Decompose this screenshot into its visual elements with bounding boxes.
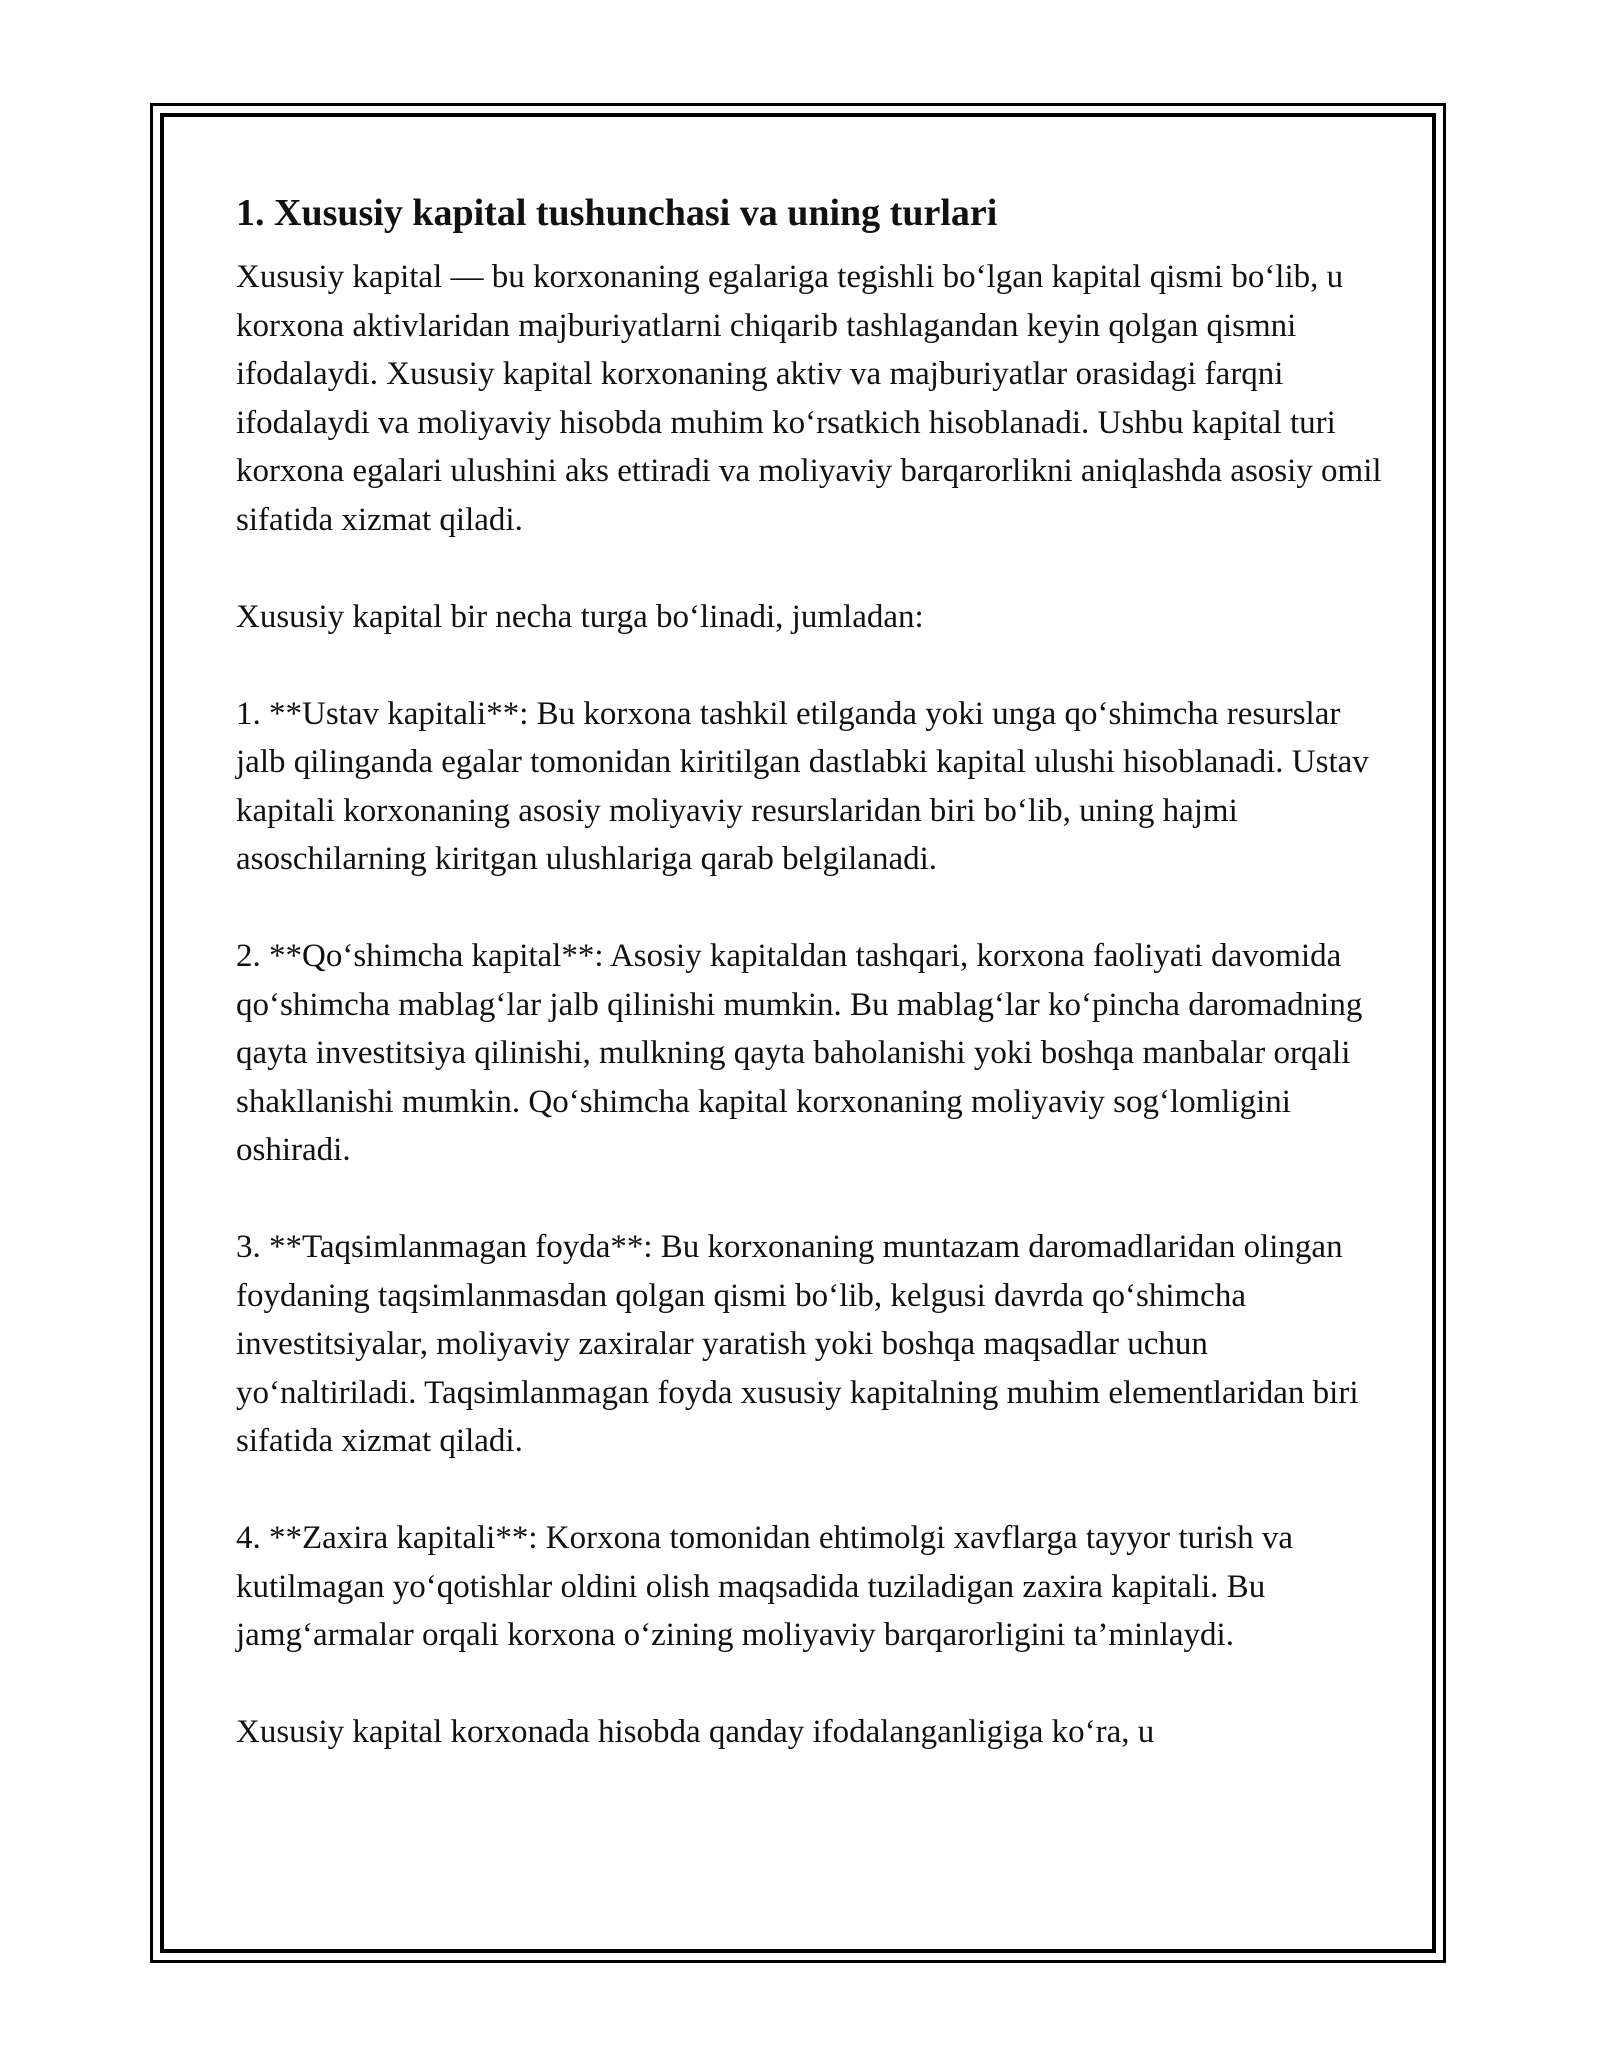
document-body bbox=[236, 185, 1386, 1757]
section-heading: 1. Xususiy kapital tushunchasi va uning turlari bbox=[236, 192, 998, 234]
paragraph-definition: Xususiy kapital — bu korxonaning egalariga tegishli bo‘lgan kapital qismi bo‘lib, u korxona aktivlaridan majburiyatlarni chiqarib tashlagandan keyin qolgan qismni ifodalaydi. Xususiy kapital korxonaning aktiv va majburiyatlar orasidagi farqni ifodalaydi va moliyaviy hisobda muhim ko‘rsatkich hisoblanadi. Ushbu kapital turi korxona egalari ulushini aks ettiradi va moliyaviy barqarorlikni aniqlashda asosiy omil sifatida xizmat qiladi. bbox=[236, 259, 1382, 538]
paragraph-zaxira-kapitali: 4. **Zaxira kapitali**: Korxona tomonidan ehtimolgi xavflarga tayyor turish va kutilmagan yo‘qotishlar oldini olish maqsadida tuziladigan zaxira kapitali. Bu jamg‘armalar orqali korxona o‘zining moliyaviy barqarorligini ta’minlaydi. bbox=[236, 1520, 1293, 1653]
paragraph-ustav-kapitali: 1. **Ustav kapitali**: Bu korxona tashkil etilganda yoki unga qo‘shimcha resurslar jalb qilinganda egalar tomonidan kiritilgan dastlabki kapital ulushi hisoblanadi. Ustav kapitali korxonaning asosiy moliyaviy resurslaridan biri bo‘lib, uning hajmi asoschilarning kiritgan ulushlariga qarab belgilanadi. bbox=[236, 695, 1369, 877]
paragraph-taqsimlanmagan-foyda: 3. **Taqsimlanmagan foyda**: Bu korxonaning muntazam daromadlaridan olingan foydaning taqsimlanmasdan qolgan qismi bo‘lib, kelgusi davrda qo‘shimcha investitsiyalar, moliyaviy zaxiralar yaratish yoki boshqa maqsadlar uchun yo‘naltiriladi. Taqsimlanmagan foyda xususiy kapitalning muhim elementlaridan biri sifatida xizmat qiladi. bbox=[236, 1229, 1359, 1459]
paragraph-qoshimcha-kapital: 2. **Qo‘shimcha kapital**: Asosiy kapitaldan tashqari, korxona faoliyati davomida qo‘shimcha mablag‘lar jalb qilinishi mumkin. Bu mablag‘lar ko‘pincha daromadning qayta investitsiya qilinishi, mulkning qayta baholanishi yoki boshqa manbalar orqali shakllanishi mumkin. Qo‘shimcha kapital korxonaning moliyaviy sog‘lomligini oshiradi. bbox=[236, 938, 1363, 1168]
paragraph-continuation: Xususiy kapital korxonada hisobda qanday ifodalanganligiga ko‘ra, u bbox=[236, 1714, 1155, 1750]
paragraph-types-intro: Xususiy kapital bir necha turga bo‘linadi, jumladan: bbox=[236, 598, 924, 635]
